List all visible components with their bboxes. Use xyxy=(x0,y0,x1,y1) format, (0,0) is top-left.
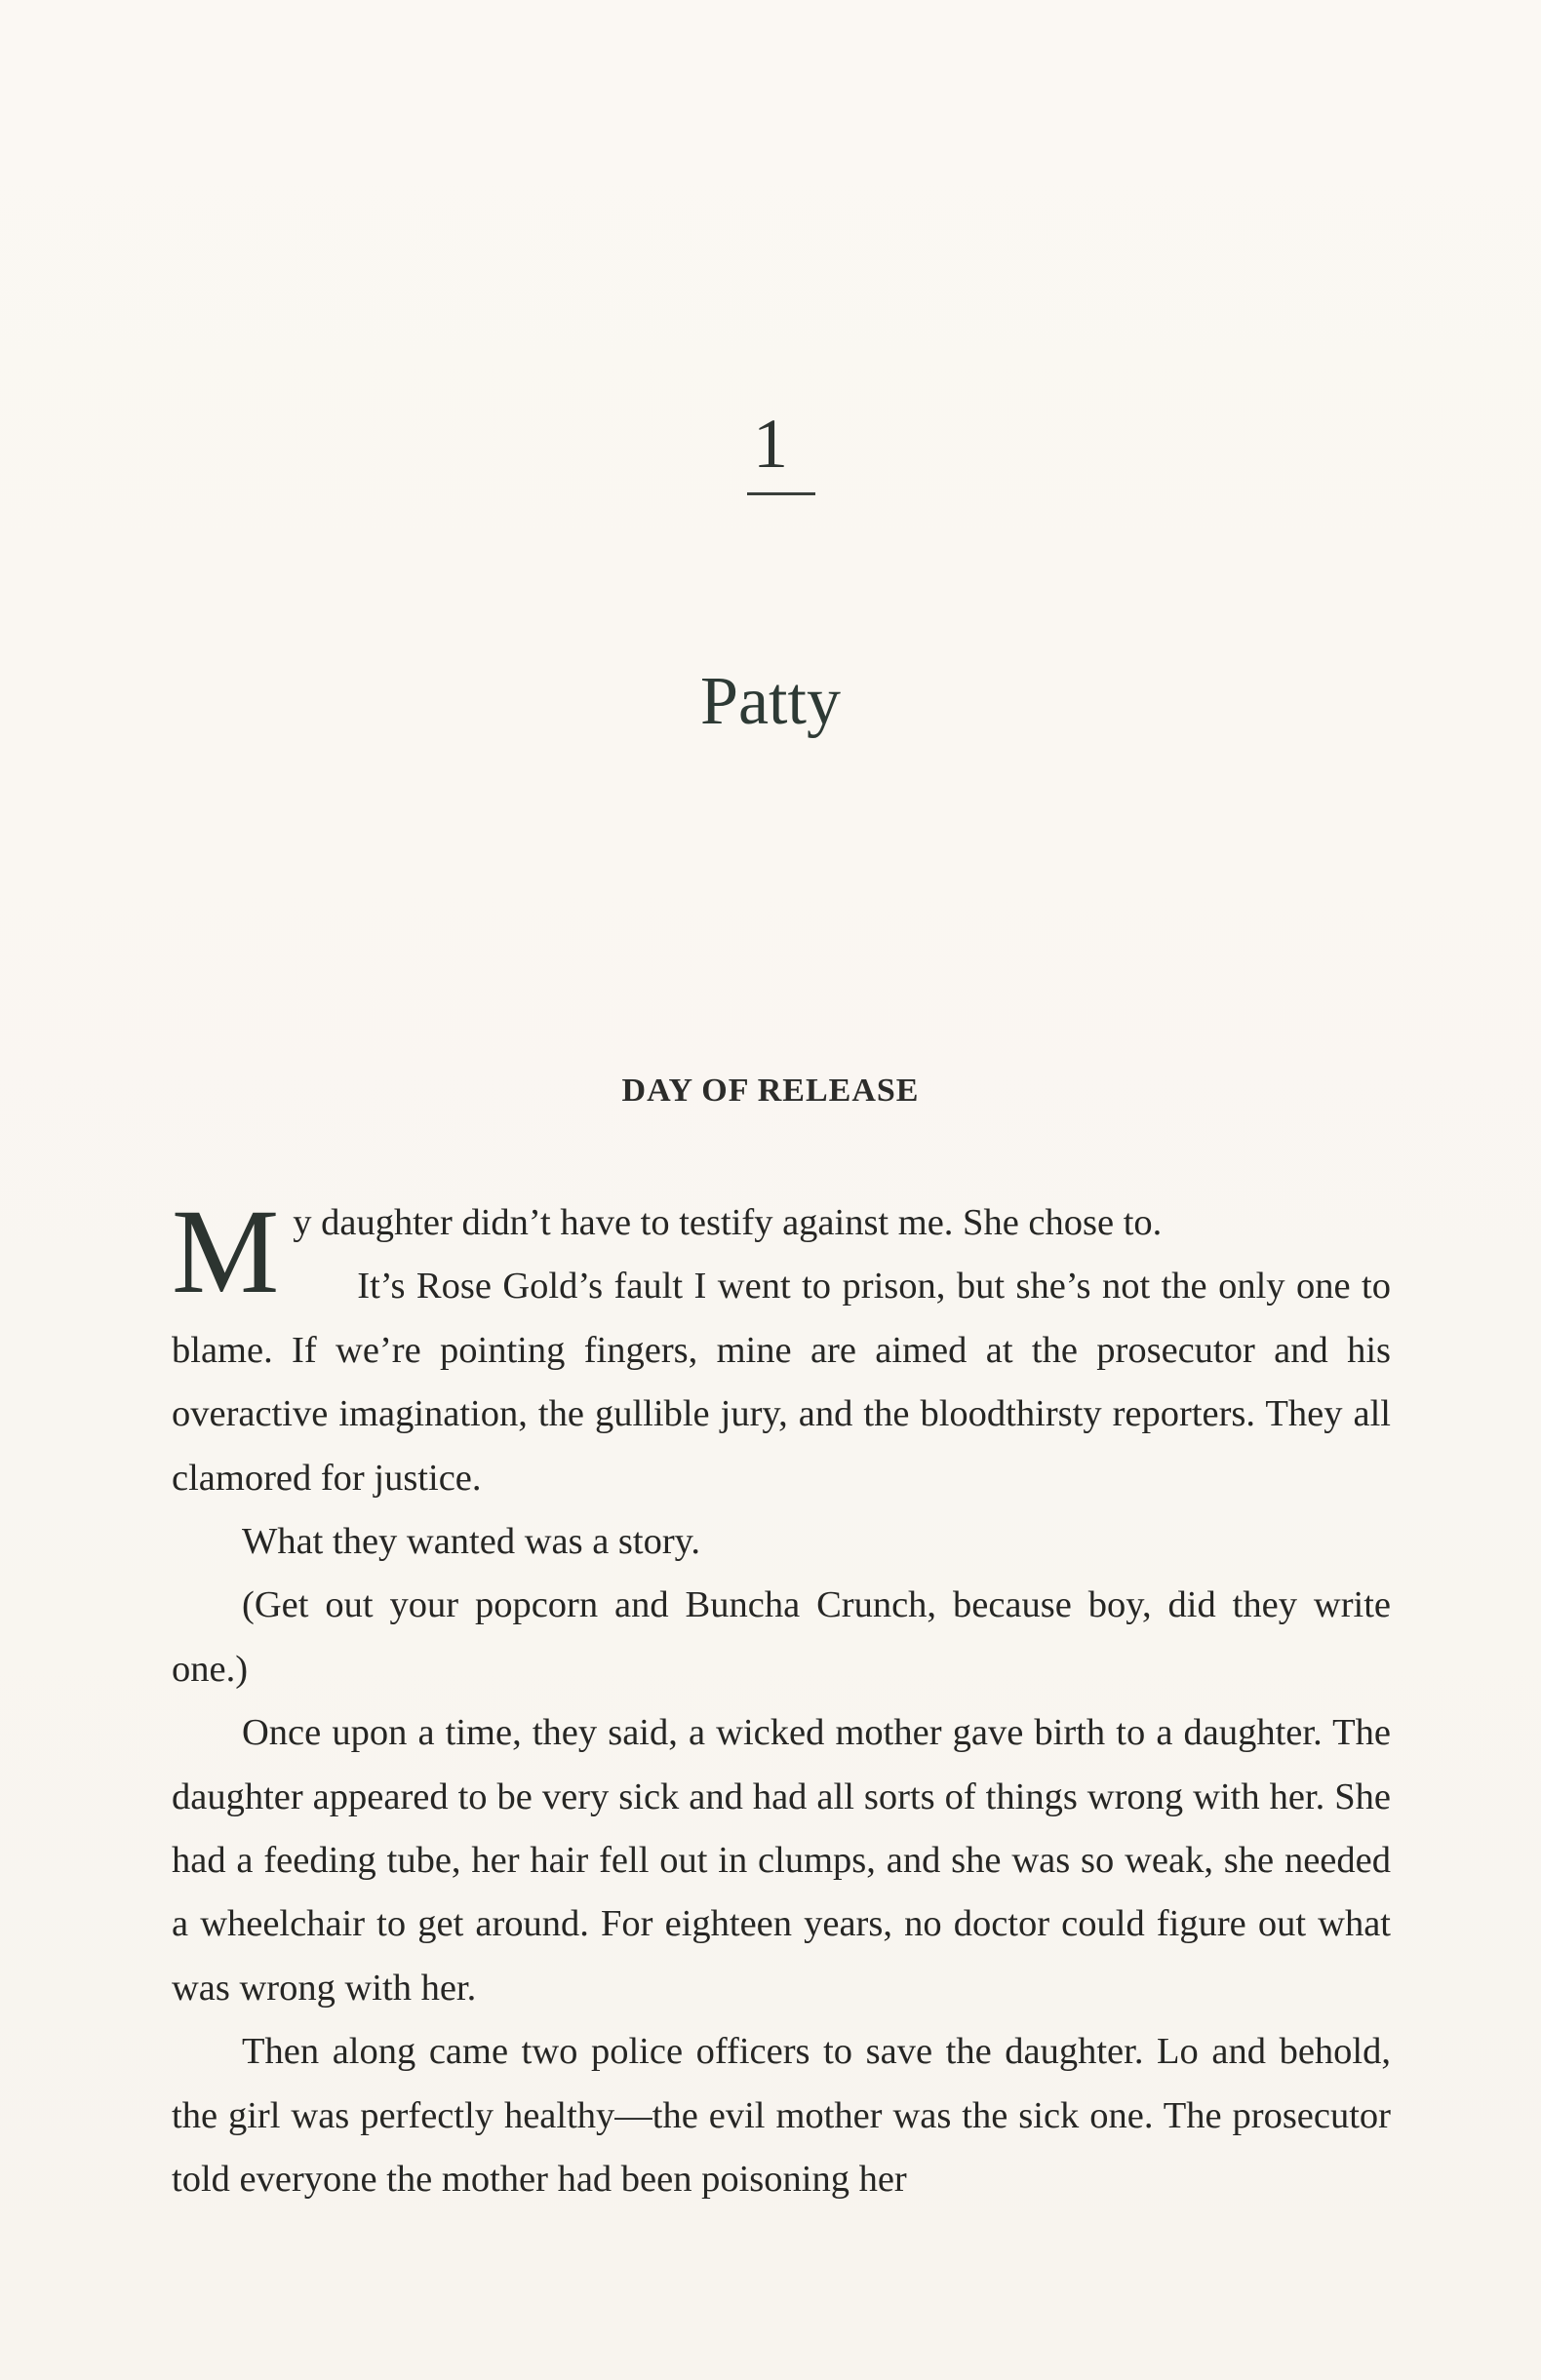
paragraph-text: It’s Rose Gold’s fault I went to prison, but she’s not the only one to blame. If we’re pointing fingers, mine are aimed at the prosecutor and his overactive imagination, the gullible jury, and the bloodthirsty reporters. They all clamored for justice. xyxy=(172,1266,1391,1499)
paragraph-text: Once upon a time, they said, a wicked mother gave birth to a daughter. The daughter appeared to be very sick and had all sorts of things wrong with her. She had a feeding tube, her hair fell out in clumps, and she was so weak, she needed a wheelchair to get around. For eighteen years, no doctor could figure out what was wrong with her. xyxy=(172,1712,1391,2009)
paragraph-text: (Get out your popcorn and Buncha Crunch, because boy, did they write one.) xyxy=(172,1584,1391,1690)
paragraph-text: What they wanted was a story. xyxy=(242,1521,701,1563)
body-paragraph xyxy=(172,2020,1391,2211)
body-paragraph xyxy=(172,1701,1391,2020)
paragraph-text: y daughter didn’t have to testify against me. She chose to. xyxy=(293,1202,1163,1243)
section-heading: DAY OF RELEASE xyxy=(621,1073,920,1109)
chapter-number: 1 xyxy=(753,405,788,483)
body-paragraph xyxy=(172,1574,1391,1701)
paragraph-text: Then along came two police officers to save the daughter. Lo and behold, the girl was perfectly healthy—the evil mother was the sick one. The prosecutor told everyone the mother had been poisoning her xyxy=(172,2031,1391,2201)
chapter-body xyxy=(172,1185,1391,2212)
drop-cap: M xyxy=(172,1185,280,1318)
body-paragraph xyxy=(172,1255,1391,1510)
body-paragraph xyxy=(172,1185,1391,1318)
body-paragraph xyxy=(172,1510,1391,1574)
chapter-title: Patty xyxy=(700,664,841,739)
chapter-number-underline xyxy=(747,492,815,495)
